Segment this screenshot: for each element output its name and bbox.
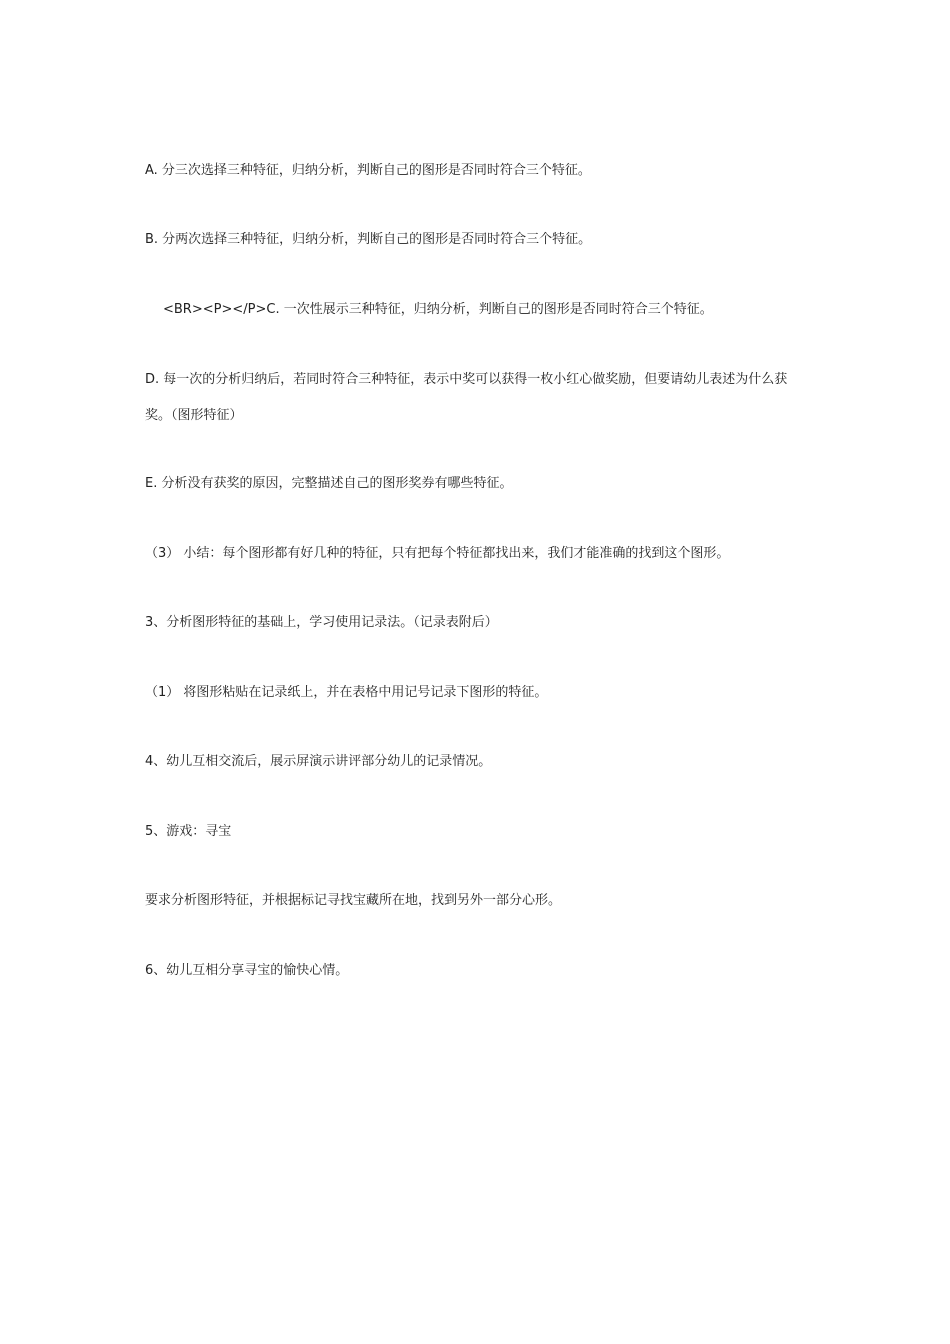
paragraph-option-c: <BR><P></P>C. 一次性展示三种特征，归纳分析，判断自己的图形是否同时符合三个特征。 <box>163 302 713 317</box>
paragraph-game-requirement: 要求分析图形特征，并根据标记寻找宝藏所在地，找到另外一部分心形。 <box>145 893 562 908</box>
paragraph-step-4: 4、幼儿互相交流后，展示屏演示讲评部分幼儿的记录情况。 <box>145 754 492 769</box>
paragraph-step-3-1: （1） 将图形粘贴在记录纸上，并在表格中用记号记录下图形的特征。 <box>145 685 548 700</box>
paragraph-option-a: A. 分三次选择三种特征，归纳分析，判断自己的图形是否同时符合三个特征。 <box>145 163 591 178</box>
paragraph-step-6: 6、幼儿互相分享寻宝的愉快心情。 <box>145 963 349 978</box>
paragraph-summary: （3） 小结：每个图形都有好几种的特征，只有把每个特征都找出来，我们才能准确的找到这个图形。 <box>145 546 730 561</box>
paragraph-option-d: D. 每一次的分析归纳后，若同时符合三种特征，表示中奖可以获得一枚小红心做奖励，但要请幼儿表述为什么获奖。（图形特征） <box>145 372 788 423</box>
paragraph-step-5: 5、游戏：寻宝 <box>145 824 232 839</box>
paragraph-step-3: 3、分析图形特征的基础上，学习使用记录法。（记录表附后） <box>145 615 498 630</box>
paragraph-option-b: B. 分两次选择三种特征，归纳分析，判断自己的图形是否同时符合三个特征。 <box>145 232 592 247</box>
paragraph-option-e: E. 分析没有获奖的原因，完整描述自己的图形奖券有哪些特征。 <box>145 476 513 491</box>
